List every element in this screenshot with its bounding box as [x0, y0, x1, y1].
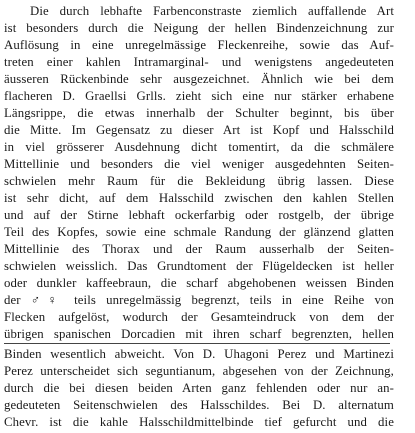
text-line-13: und auf der Stirne lebhaft ockerfarbig oder rostgelb, der übrige [4, 208, 394, 222]
text-line-12: ist sehr dicht, auf dem Halsschild zwischen den kahlen Stellen [4, 191, 394, 205]
text-line-17: oder dunkler kaffeebraun, die scharf abgehobenen weissen Binden [4, 276, 394, 290]
text-line-6: flacheren D. Graellsi Grlls. zieht sich eine nur stärker erhabene [4, 89, 394, 103]
text-line-19: Flecken aufgelöst, wodurch der Gesamteindruck von dem der [4, 310, 394, 324]
text-line-23: durch die bei diesen beiden Arten ganz fehlenden oder nur an- [4, 381, 394, 395]
column-rule [4, 343, 390, 344]
text-line-9: in viel grösserer Ausdehnung dicht tomentirt, da die schmälere [4, 140, 394, 154]
text-line-1: Die durch lebhafte Farbenconstraste ziemlich auffallende Art [30, 4, 394, 18]
text-line-10: Mittellinie und besonders die viel weniger ausgedehnten Seiten- [4, 157, 394, 171]
text-line-16: schwielen weisslich. Das Grundtoment der Flügeldecken ist heller [4, 259, 394, 273]
text-line-7: Längsrippe, die etwas innerhalb der Schulter beginnt, bis über [4, 106, 394, 120]
text-line-25: Chevr. ist die kahle Halsschildmittelbinde tief gefurcht und die [4, 415, 394, 429]
text-line-2: ist besonders durch die Neigung der hellen Bindenzeichnung zur [4, 21, 394, 35]
text-line-4: treten einer kahlen Intramarginal- und wenigstens angedeuteten [4, 55, 394, 69]
text-line-14: Teil des Kopfes, sowie eine schmale Randung der glänzend glatten [4, 225, 394, 239]
text-line-5: äusseren Rückenbinde sehr ausgezeichnet. Ähnlich wie bei dem [4, 72, 394, 86]
text-line-22: Perez unterscheidet sich seguntianum, abgesehen von der Zeichnung, [4, 364, 394, 378]
text-line-15: Mittellinie des Thorax und der Raum ausserhalb der Seiten- [4, 242, 394, 256]
text-line-24: gedeuteten Seitenschwielen des Halsschildes. Bei D. alternatum [4, 398, 394, 412]
text-line-3: Auflösung in eine unregelmässige Fleckenreihe, sowie das Auf- [4, 38, 394, 52]
text-line-21: Binden wesentlich abweicht. Von D. Uhagoni Perez und Martinezi [4, 347, 394, 361]
text-line-18: der ♂♀ teils unregelmässig begrenzt, teils in eine Reihe von [4, 293, 394, 307]
text-line-20: übrigen spanischen Dorcadien mit ihren scharf begrenzten, hellen [4, 327, 394, 341]
text-line-8: die Mitte. Im Gegensatz zu dieser Art ist Kopf und Halsschild [4, 123, 394, 137]
text-line-11: schwielen mehr Raum für die Bekleidung übrig lassen. Diese [4, 174, 394, 188]
